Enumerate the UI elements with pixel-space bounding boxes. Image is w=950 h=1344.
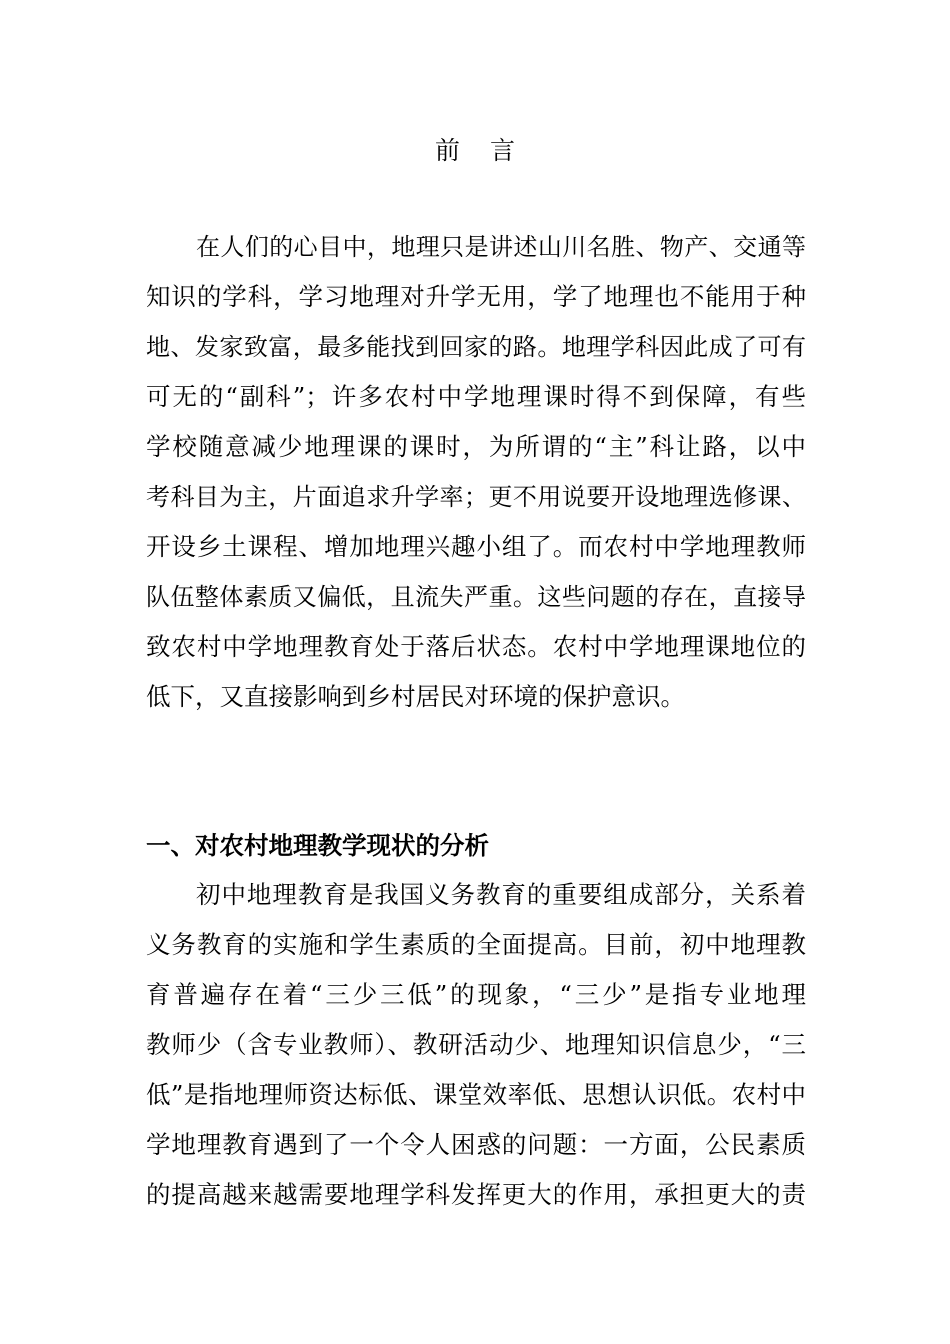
text-line: 致农村中学地理教育处于落后状态。农村中学地理课地位的 [146, 632, 806, 661]
text-line: 考科目为主，片面追求升学率；更不用说要开设地理选修课、 [146, 483, 806, 511]
text-line: 初中地理教育是我国义务教育的重要组成部分，关系着 [196, 880, 806, 909]
text-line: 义务教育的实施和学生素质的全面提高。目前，初中地理教 [146, 930, 806, 959]
page-title: 前言 [434, 136, 545, 165]
text-line: 开设乡土课程、增加地理兴趣小组了。而农村中学地理教师 [146, 532, 806, 561]
text-line: 知识的学科，学习地理对升学无用，学了地理也不能用于种 [146, 282, 806, 311]
text-line: 低下，又直接影响到乡村居民对环境的保护意识。 [146, 682, 685, 711]
text-line: 可无的“副科”；许多农村中学地理课时得不到保障，有些 [146, 382, 806, 411]
text-line: 低”是指地理师资达标低、课堂效率低、思想认识低。农村中 [146, 1080, 806, 1109]
text-line: 在人们的心目中，地理只是讲述山川名胜、物产、交通等 [196, 233, 806, 261]
text-line: 队伍整体素质又偏低，且流失严重。这些问题的存在，直接导 [146, 583, 806, 611]
preface-paragraph [146, 222, 806, 722]
section-paragraph [146, 870, 806, 1220]
text-line: 教师少（含专业教师）、教研活动少、地理知识信息少，“三 [146, 1030, 806, 1059]
section-heading: 一、对农村地理教学现状的分析 [146, 831, 489, 860]
text-line: 育普遍存在着“三少三低”的现象，“三少”是指专业地理 [146, 980, 806, 1009]
text-line: 学校随意减少地理课的课时，为所谓的“主”科让路，以中 [146, 432, 806, 461]
text-line: 学地理教育遇到了一个令人困惑的问题：一方面，公民素质 [146, 1130, 806, 1159]
text-line: 的提高越来越需要地理学科发挥更大的作用，承担更大的责 [146, 1180, 806, 1209]
text-line: 地、发家致富，最多能找到回家的路。地理学科因此成了可有 [146, 333, 806, 361]
